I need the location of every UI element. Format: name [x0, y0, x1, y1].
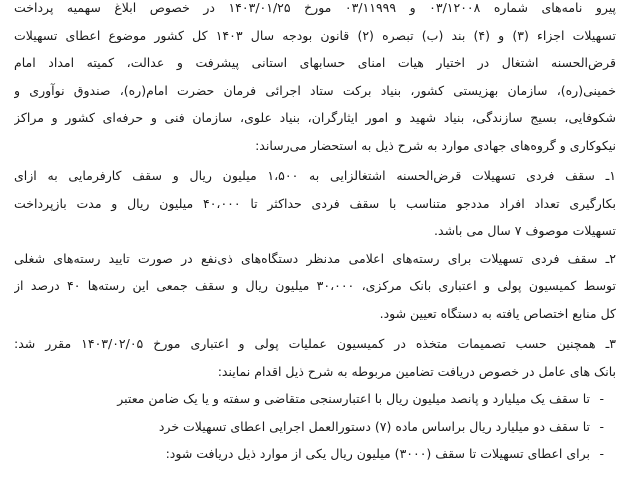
list-item: [14, 413, 616, 441]
bullet-dash: -: [599, 446, 604, 461]
list-item-text: تا سقف یک میلیارد و پانصد میلیون ریال با اعتبارسنجی متقاضی و سفته و یا یک ضامن معتبر: [117, 391, 590, 406]
intro-line: شکوفایی، بسیج سازندگی، بنیاد شهید و امور ایثارگران، بنیاد علوی، سازمان فنی و حرفه‌ای کشور و مراکز: [14, 110, 616, 125]
item-1-line: بکارگیری تعداد افراد مددجو متناسب با سقف فردی حداکثر تا ۴۰،۰۰۰ میلیون ریال و مدت بازپرداخت: [14, 195, 616, 211]
item-1-paragraph: [14, 162, 616, 245]
item-1-line: ۱ـ سقف فردی تسهیلات قرض‌الحسنه اشتغالزایی به ۱،۵۰۰ میلیون ریال و سقف کارفرمایی به ازای: [14, 168, 616, 183]
list-item-text: برای اعطای تسهیلات تا سقف (۳۰۰۰) میلیون ریال یکی از موارد ذیل دریافت شود:: [165, 446, 590, 461]
item-2-line: کل منابع اختصاص یافته به دستگاه تعیین شود.: [379, 305, 616, 321]
item-3-line: ۳ـ همچنین حسب تصمیمات متخذه در کمیسیون عملیات پولی و اعتباری مورخ ۱۴۰۳/۰۲/۰۵ مقرر شد:: [14, 336, 616, 351]
item-2-line: توسط کمیسیون پولی و اعتباری بانک مرکزی، ۳۰،۰۰۰ میلیون ریال و سقف جمعی این رسته‌ها ۴۰ درصد از: [14, 278, 616, 293]
bullet-dash: -: [599, 418, 604, 434]
item-1-line: تسهیلات موصوف ۷ سال می باشد.: [434, 223, 616, 238]
document-body: [14, 0, 616, 468]
list-item: [14, 385, 616, 413]
intro-line: تسهیلات اجزاء (۳) و (۴) بند (ب) تبصره (۲) قانون بودجه سال ۱۴۰۳ کل کشور موضوع اعطای تسهیلات: [14, 27, 616, 43]
intro-line: قرض‌الحسنه اشتغال در اختیار هیات امنای حسابهای استانی پیشرفت و عدالت، کمیته امداد امام: [14, 55, 616, 70]
item-3-paragraph: [14, 330, 616, 385]
list-item-text: تا سقف دو میلیارد ریال براساس ماده (۷) دستورالعمل اجرایی اعطای تسهیلات خرد: [158, 418, 590, 434]
guarantee-list: [14, 385, 616, 468]
intro-line: پیرو نامه‌های شماره ۰۳/۱۲۰۰۸ و ۰۳/۱۱۹۹۹ مورخ ۱۴۰۳/۰۱/۲۵ در خصوص ابلاغ سهمیه پرداخت: [14, 0, 616, 15]
intro-line: خمینی(ره)، سازمان بهزیستی کشور، بنیاد برکت ستاد اجرائی فرمان حضرت امام(ره)، صندوق نوآوری و: [14, 82, 616, 98]
intro-paragraph: [14, 0, 616, 159]
list-item: [14, 440, 616, 468]
item-3-line: بانک های عامل در خصوص دریافت تضامین مربوطه به شرح ذیل اقدام نمایند:: [217, 363, 616, 379]
intro-line: نیکوکاری و گروه‌های جهادی موارد به شرح ذیل به استحضار می‌رساند:: [255, 137, 616, 153]
item-2-paragraph: [14, 245, 616, 328]
bullet-dash: -: [599, 391, 604, 406]
item-2-line: ۲ـ سقف فردی تسهیلات برای رسته‌های اعلامی مدنظر دستگاه‌های ذی‌نفع در صورت تایید رسته‌های شغلی: [14, 250, 616, 266]
